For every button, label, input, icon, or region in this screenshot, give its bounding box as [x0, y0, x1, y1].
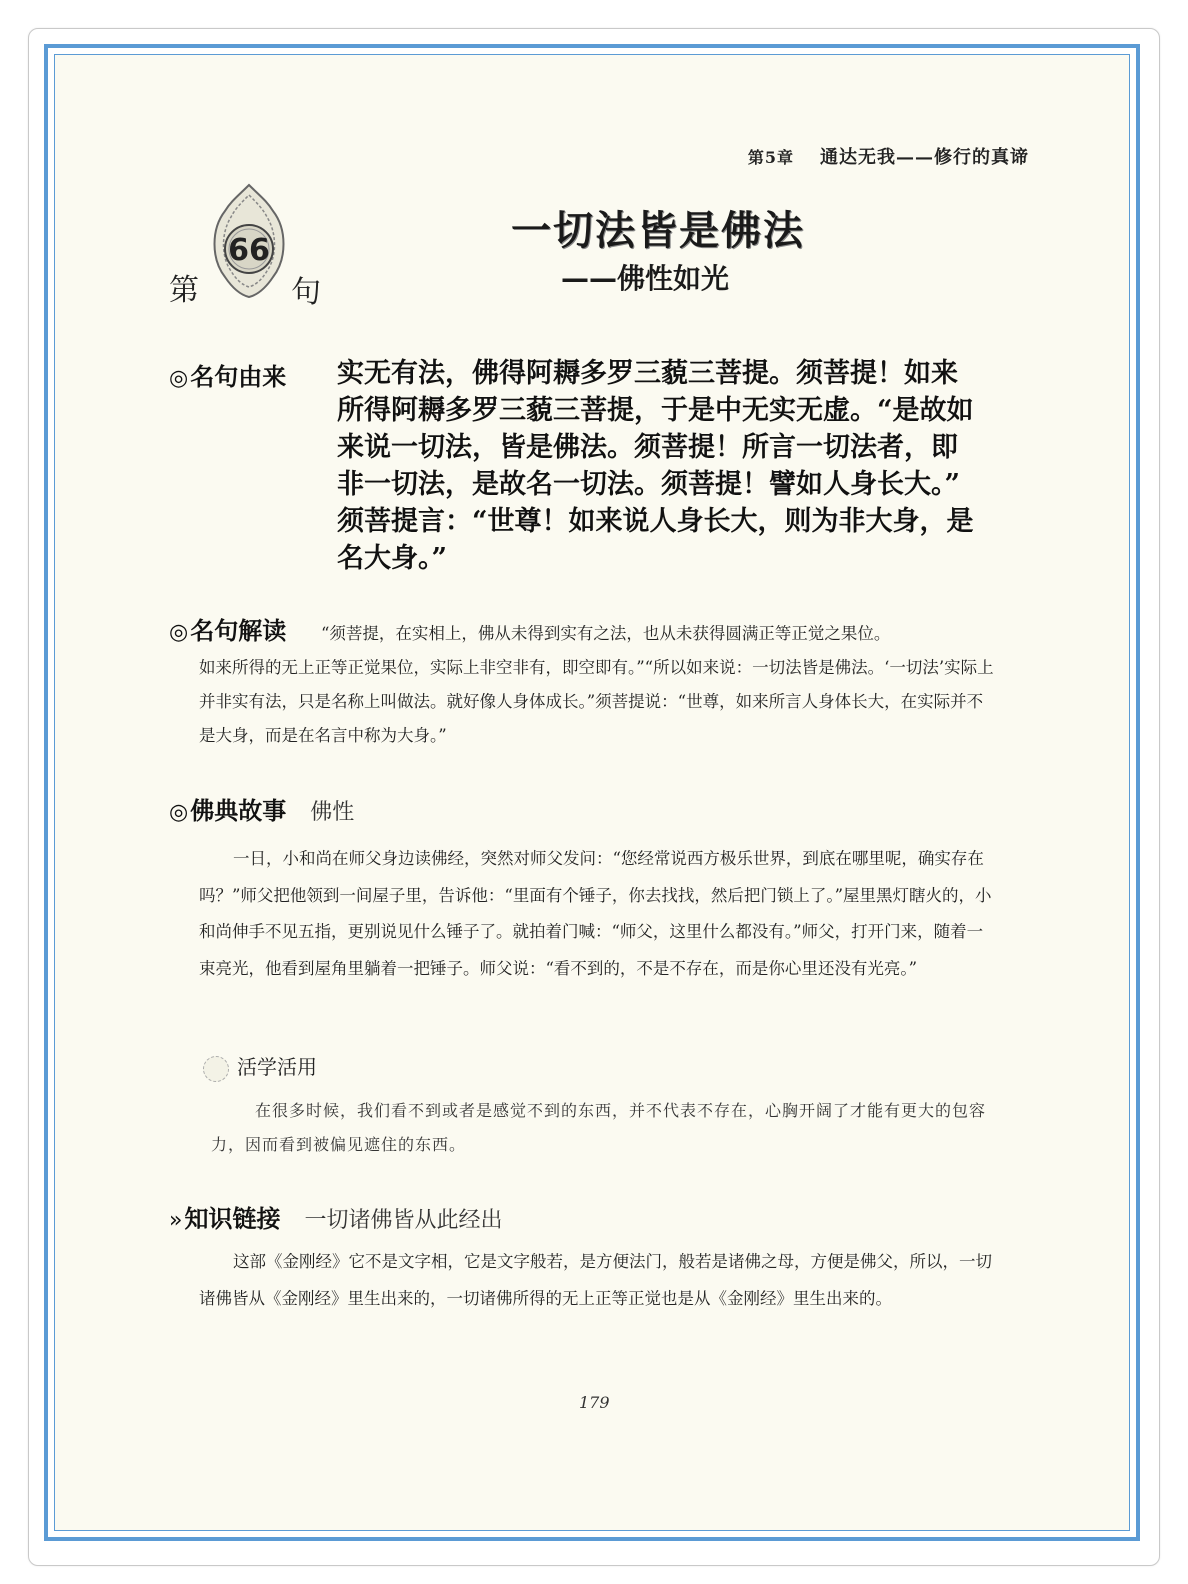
chapter-title: 通达无我——修行的真谛 — [820, 147, 1029, 168]
double-circle-icon: ◎ — [169, 800, 189, 825]
ornament-medallion-icon — [207, 181, 291, 301]
page-subtitle: ——佛性如光 — [561, 262, 730, 295]
story-subtitle: 佛性 — [310, 800, 355, 825]
origin-label: 名句由来 — [190, 363, 287, 391]
story-heading — [169, 791, 354, 826]
story-body: 一日，小和尚在师父身边读佛经，突然对师父发问：“您经常说西方极乐世界，到底在哪里呢，确实存在吗？”师父把他领到一间屋子里，告诉他：“里面有个锤子，你去找找，然后把门锁上了。”屋里黑灯瞎火的，小和尚伸手不见五指，更别说见什么锤子了。就拍着门喊：“师父，这里什么都没有。”师父，打开门来，随着一束亮光，他看到屋角里躺着一把锤子。师父说：“看不到的，不是不存在，而是你心里还没有光亮。” — [199, 849, 992, 978]
interpretation-label: 名句解读 — [190, 617, 287, 645]
quote-line: 须菩提言：“世尊！如来说人身长大，则为非大身，是 — [337, 506, 974, 537]
badge-suffix: 句 — [291, 275, 321, 310]
chapter-number: 第5章 — [747, 148, 794, 167]
knowledge-label: 知识链接 — [184, 1205, 281, 1233]
knowledge-subtitle: 一切诸佛皆从此经出 — [304, 1208, 503, 1233]
knowledge-body: 这部《金刚经》它不是文字相，它是文字般若，是方便法门，般若是诸佛之母，方便是佛父，所以，一切诸佛皆从《金刚经》里生出来的，一切诸佛所得的无上正等正觉也是从《金刚经》里生出来的。 — [199, 1252, 992, 1308]
quote-line: 所得阿耨多罗三藐三菩提，于是中无实无虚。“是故如 — [337, 395, 974, 426]
quote-line: 名大身。” — [337, 543, 448, 574]
page-number: 179 — [579, 1393, 610, 1412]
story-label: 佛典故事 — [190, 797, 287, 825]
page-title: 一切法皆是佛法 — [511, 208, 805, 254]
interpretation-rest: 如来所得的无上正等正觉果位，实际上非空非有，即空即有。”“所以如来说：一切法皆是佛法。‘一切法’实际上并非实有法，只是名称上叫做法。就好像人身体成长。”须菩提说：“世尊，如来所言人身体长大，在实际并不是大身，而是在名言中称为大身。” — [199, 658, 994, 745]
badge-number: 66 — [228, 233, 270, 268]
dotted-circle-icon — [203, 1056, 229, 1082]
book-page — [51, 51, 1131, 1533]
quote-line: 非一切法，是故名一切法。须菩提！譬如人身长大。” — [337, 469, 961, 500]
double-chevron-icon: » — [169, 1208, 183, 1233]
quote-line: 实无有法，佛得阿耨多罗三藐三菩提。须菩提！如来 — [337, 358, 958, 389]
practice-label: 活学活用 — [237, 1055, 317, 1079]
badge-prefix: 第 — [169, 273, 199, 308]
sentence-number-badge — [169, 181, 339, 311]
practice-heading — [203, 1051, 317, 1082]
practice-body: 在很多时候，我们看不到或者是感觉不到的东西，并不代表不存在，心胸开阔了才能有更大的包容力，因而看到被偏见遮住的东西。 — [211, 1101, 987, 1154]
interpretation-body — [199, 617, 999, 753]
origin-heading — [169, 357, 286, 392]
origin-quote — [337, 355, 997, 577]
double-circle-icon: ◎ — [169, 620, 189, 645]
running-head — [748, 143, 1029, 169]
quote-line: 来说一切法，皆是佛法。须菩提！所言一切法者，即 — [337, 432, 958, 463]
interpretation-first-line: “须菩提，在实相上，佛从未得到实有之法，也从未获得圆满正等正觉之果位。 — [321, 624, 891, 643]
knowledge-heading — [169, 1199, 502, 1234]
double-circle-icon: ◎ — [169, 366, 189, 391]
